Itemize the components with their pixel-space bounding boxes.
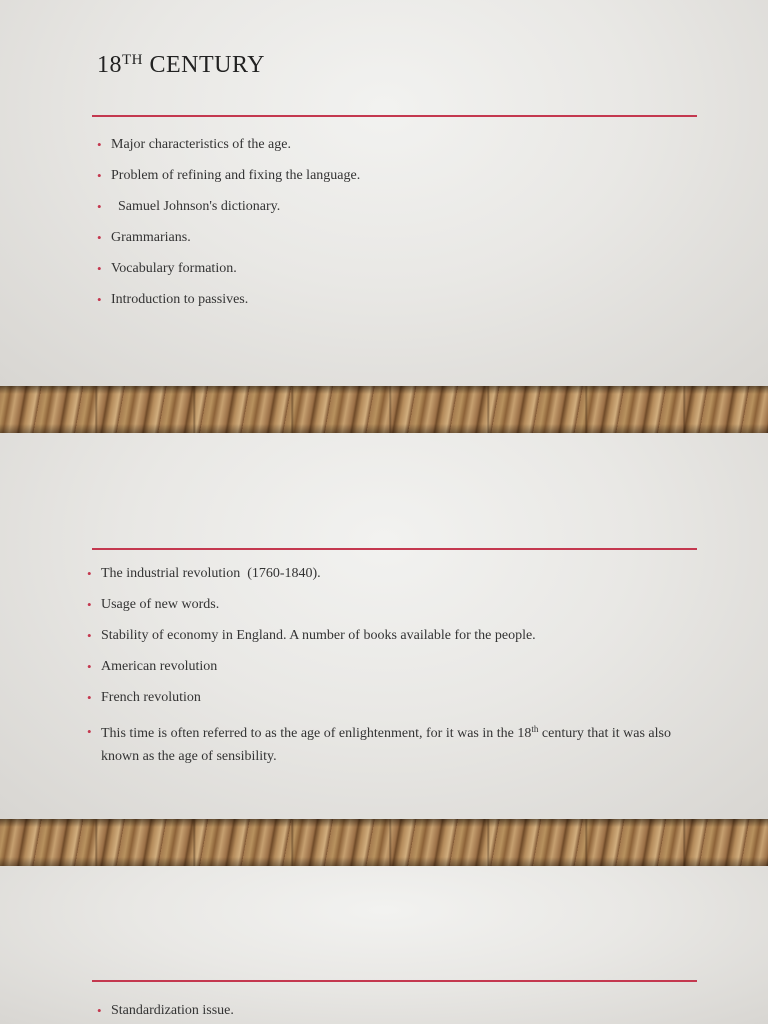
list-item: • This time is often referred to as the age of enlightenment, for it was in the 18th century that it was also known as the age of sensibility. xyxy=(87,718,697,768)
bullet-icon: • xyxy=(87,597,92,612)
bullet-icon: • xyxy=(87,690,92,705)
list-item: • Grammarians. xyxy=(97,230,191,245)
bullet-icon: • xyxy=(87,659,92,674)
bullet-icon: • xyxy=(97,261,102,276)
wood-floor-divider xyxy=(0,386,768,433)
list-item: • Stability of economy in England. A number of books available for the people. xyxy=(87,628,536,643)
bullet-icon: • xyxy=(97,1003,102,1018)
bullet-icon: • xyxy=(97,137,102,152)
list-item: • Usage of new words. xyxy=(87,597,220,612)
list-item: • Vocabulary formation. xyxy=(97,261,237,276)
list-item: • The industrial revolution (1760-1840). xyxy=(87,566,321,581)
bullet-icon: • xyxy=(97,230,102,245)
title-divider xyxy=(92,980,697,982)
bullet-list xyxy=(87,565,697,768)
bullet-icon: • xyxy=(97,168,102,183)
title-divider xyxy=(92,115,697,117)
bullet-icon: • xyxy=(97,292,102,307)
bullet-list xyxy=(97,1002,234,1020)
bullet-list xyxy=(97,136,360,309)
title-divider xyxy=(92,548,697,550)
list-item: • Major characteristics of the age. xyxy=(97,137,291,152)
bullet-icon: • xyxy=(87,724,92,739)
wood-floor-divider xyxy=(0,819,768,866)
bullet-icon: • xyxy=(97,199,102,214)
bullet-icon: • xyxy=(87,566,92,581)
list-item: • Problem of refining and fixing the language. xyxy=(97,168,361,183)
bullet-icon: • xyxy=(87,628,92,643)
slide-title: 18TH CENTURY xyxy=(97,52,266,78)
slide-3 xyxy=(0,866,768,1024)
slide-1 xyxy=(0,0,768,386)
list-item: • American revolution xyxy=(87,659,218,674)
list-item: • French revolution xyxy=(87,690,201,705)
list-item: • Introduction to passives. xyxy=(97,292,249,307)
list-item: • Standardization issue. xyxy=(97,1003,234,1018)
list-item: • Samuel Johnson's dictionary. xyxy=(97,199,281,214)
slide-2 xyxy=(0,433,768,819)
